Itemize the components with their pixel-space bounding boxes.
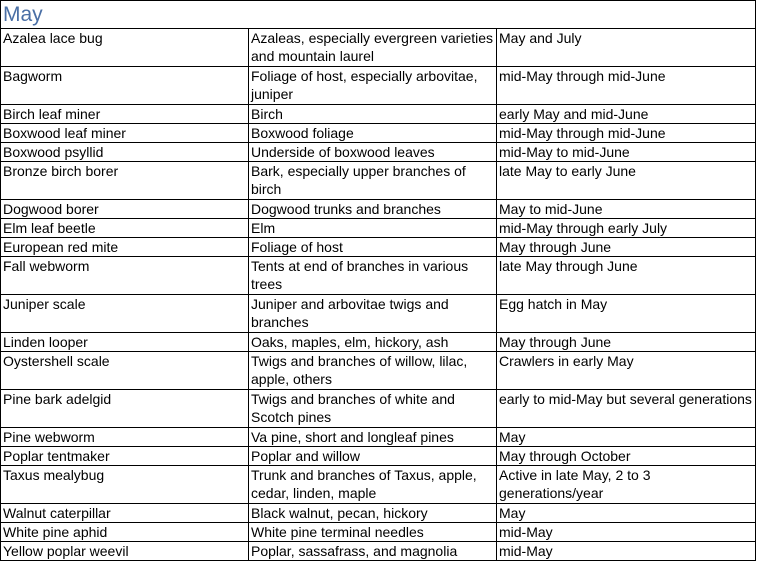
pest-cell: Taxus mealybug [1, 466, 249, 504]
host-cell: White pine terminal needles [249, 523, 497, 542]
table-row [1, 466, 756, 504]
table-row [1, 504, 756, 523]
table-row [1, 238, 756, 257]
pest-cell: Fall webworm [1, 257, 249, 295]
table-row [1, 105, 756, 124]
pest-cell: European red mite [1, 238, 249, 257]
table-row [1, 124, 756, 143]
pest-cell: Boxwood leaf miner [1, 124, 249, 143]
pest-cell: Linden looper [1, 333, 249, 352]
pest-cell: Boxwood psyllid [1, 143, 249, 162]
host-cell: Foliage of host, especially arbovitae, juniper [249, 67, 497, 105]
host-cell: Birch [249, 105, 497, 124]
timing-cell: May and July [497, 29, 756, 67]
host-cell: Black walnut, pecan, hickory [249, 504, 497, 523]
timing-cell: mid-May [497, 523, 756, 542]
table-row [1, 219, 756, 238]
timing-cell: late May through June [497, 257, 756, 295]
host-cell: Underside of boxwood leaves [249, 143, 497, 162]
pest-cell: Azalea lace bug [1, 29, 249, 67]
table-row [1, 542, 756, 561]
timing-cell: May [497, 504, 756, 523]
timing-cell: May [497, 428, 756, 447]
table-row [1, 200, 756, 219]
timing-cell: mid-May [497, 542, 756, 561]
host-cell: Azaleas, especially evergreen varieties and mountain laurel [249, 29, 497, 67]
table-row [1, 447, 756, 466]
pest-cell: Birch leaf miner [1, 105, 249, 124]
timing-cell: Active in late May, 2 to 3 generations/year [497, 466, 756, 504]
timing-cell: mid-May to mid-June [497, 143, 756, 162]
host-cell: Dogwood trunks and branches [249, 200, 497, 219]
timing-cell: May through June [497, 238, 756, 257]
pest-cell: Pine webworm [1, 428, 249, 447]
host-cell: Boxwood foliage [249, 124, 497, 143]
timing-cell: late May to early June [497, 162, 756, 200]
host-cell: Poplar, sassafrass, and magnolia [249, 542, 497, 561]
pest-cell: Pine bark adelgid [1, 390, 249, 428]
pest-cell: Poplar tentmaker [1, 447, 249, 466]
timing-cell: mid-May through mid-June [497, 67, 756, 105]
table-row [1, 352, 756, 390]
table-row [1, 295, 756, 333]
table-row [1, 67, 756, 105]
pest-cell: Elm leaf beetle [1, 219, 249, 238]
table-row [1, 143, 756, 162]
host-cell: Bark, especially upper branches of birch [249, 162, 497, 200]
timing-cell: mid-May through mid-June [497, 124, 756, 143]
table-row [1, 333, 756, 352]
host-cell: Twigs and branches of willow, lilac, apple, others [249, 352, 497, 390]
pest-cell: Bagworm [1, 67, 249, 105]
host-cell: Foliage of host [249, 238, 497, 257]
pest-cell: White pine aphid [1, 523, 249, 542]
host-cell: Juniper and arbovitae twigs and branches [249, 295, 497, 333]
host-cell: Twigs and branches of white and Scotch pines [249, 390, 497, 428]
host-cell: Va pine, short and longleaf pines [249, 428, 497, 447]
timing-cell: May through June [497, 333, 756, 352]
pest-cell: Oystershell scale [1, 352, 249, 390]
host-cell: Poplar and willow [249, 447, 497, 466]
table-row [1, 257, 756, 295]
timing-cell: Crawlers in early May [497, 352, 756, 390]
timing-cell: mid-May through early July [497, 219, 756, 238]
title-row [1, 1, 756, 29]
pest-cell: Juniper scale [1, 295, 249, 333]
table-row [1, 29, 756, 67]
pest-cell: Walnut caterpillar [1, 504, 249, 523]
host-cell: Elm [249, 219, 497, 238]
pest-cell: Bronze birch borer [1, 162, 249, 200]
table-row [1, 523, 756, 542]
host-cell: Oaks, maples, elm, hickory, ash [249, 333, 497, 352]
pest-cell: Dogwood borer [1, 200, 249, 219]
timing-cell: early May and mid-June [497, 105, 756, 124]
host-cell: Trunk and branches of Taxus, apple, cedar, linden, maple [249, 466, 497, 504]
timing-cell: May to mid-June [497, 200, 756, 219]
timing-cell: Egg hatch in May [497, 295, 756, 333]
timing-cell: early to mid-May but several generations [497, 390, 756, 428]
table-row [1, 162, 756, 200]
host-cell: Tents at end of branches in various trees [249, 257, 497, 295]
month-title: May [1, 1, 756, 29]
pest-cell: Yellow poplar weevil [1, 542, 249, 561]
pest-table-body [1, 1, 756, 561]
timing-cell: May through October [497, 447, 756, 466]
table-row [1, 390, 756, 428]
table-row [1, 428, 756, 447]
